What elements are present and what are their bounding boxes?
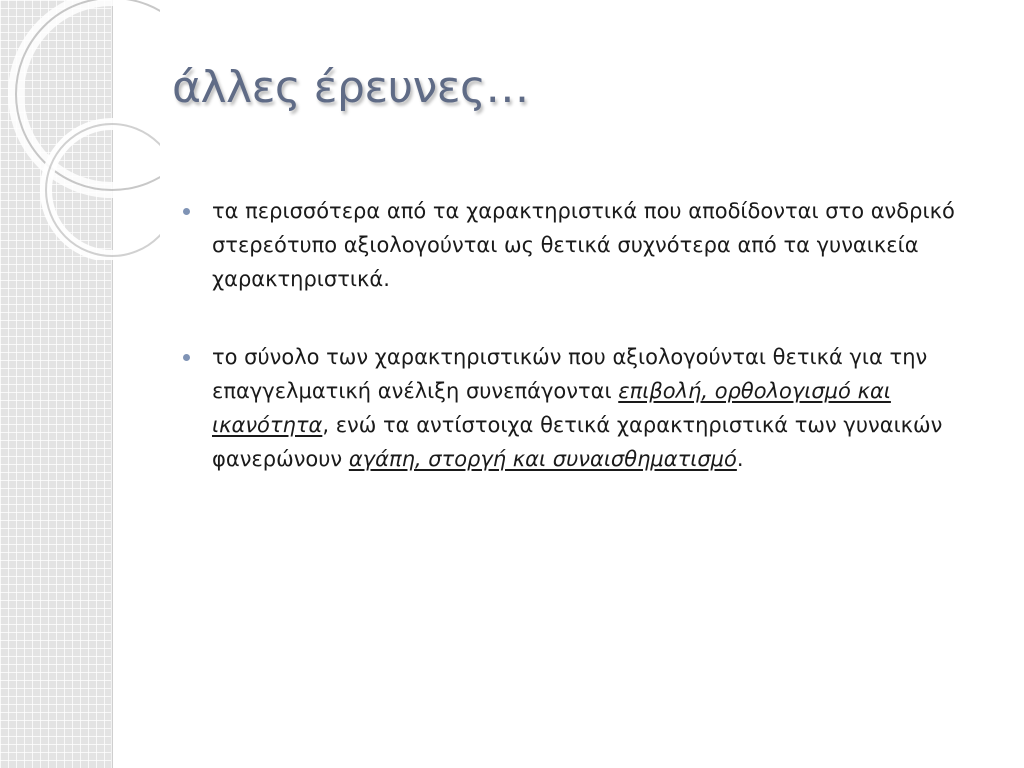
bullet-list	[180, 194, 980, 520]
bullet-text-part: το σύνολο των χαρακτηριστικών που αξιολογούνται θετικά για την επαγγελματική ανέλιξη συνεπάγονται	[212, 345, 928, 403]
bullet-text-part: .	[736, 447, 744, 471]
side-grid-panel	[0, 0, 113, 768]
bullet-text: τα περισσότερα από τα χαρακτηριστικά που αποδίδονται στο ανδρικό στερεότυπο αξιολογούνται ως θετικά συχνότερα από τα γυναικεία χαρακτηριστικά.	[212, 199, 955, 291]
emphasized-phrase: επιβολή, ορθολογισμό και ικανότητα	[212, 379, 891, 437]
slide-title: άλλες έρευνες…	[172, 62, 529, 113]
round-bullet-icon	[183, 354, 190, 361]
bullet-item	[180, 340, 980, 476]
bullet-item	[180, 194, 980, 296]
emphasized-phrase: αγάπη, στοργή και συναισθηματισμό	[348, 447, 737, 471]
round-bullet-icon	[183, 208, 190, 215]
bullet-text-part: , ενώ τα αντίστοιχα θετικά χαρακτηριστικά των γυναικών φανερώνουν	[212, 413, 943, 471]
